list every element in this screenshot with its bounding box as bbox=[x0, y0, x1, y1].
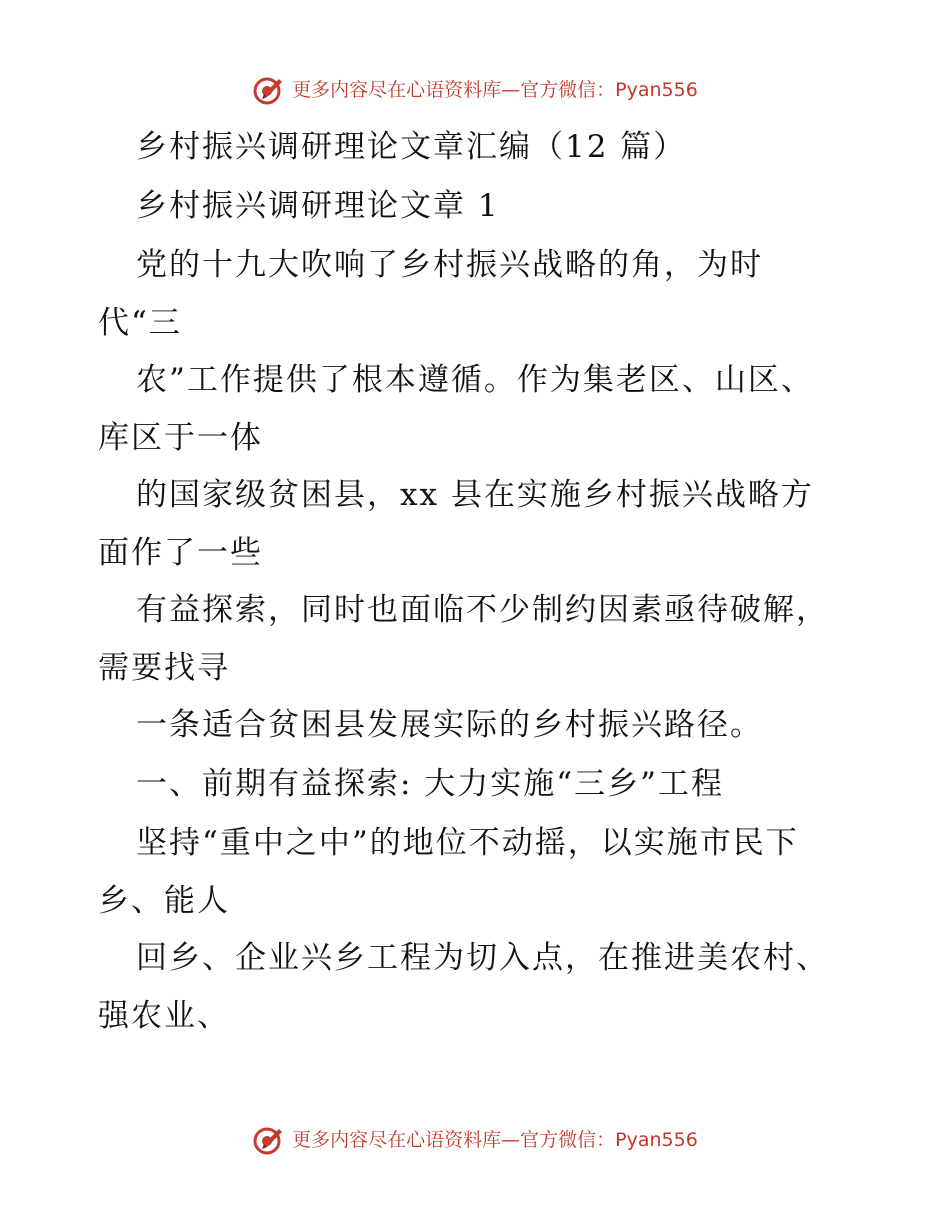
section-title: 乡村振兴调研理论文章 1 bbox=[136, 188, 500, 224]
paragraph-line: 代“三 bbox=[98, 305, 182, 341]
paragraph-line: 农”工作提供了根本遵循。作为集老区、山区、 bbox=[136, 362, 814, 398]
seal-pen-icon bbox=[252, 1124, 284, 1156]
paragraph-line: 的国家级贫困县，xx 县在实施乡村振兴战略方 bbox=[136, 477, 814, 513]
watermark-header bbox=[0, 70, 950, 110]
paragraph-line: 需要找寻 bbox=[98, 650, 230, 686]
watermark-text: 更多内容尽在心语资料库—官方微信：Pyan556 bbox=[292, 1128, 698, 1151]
seal-pen-icon bbox=[252, 74, 284, 106]
paragraph-line: 有益探索，同时也面临不少制约因素亟待破解， bbox=[136, 592, 829, 628]
document-body bbox=[98, 118, 858, 1044]
watermark-text: 更多内容尽在心语资料库—官方微信：Pyan556 bbox=[292, 78, 698, 101]
paragraph-line: 面作了一些 bbox=[98, 535, 263, 571]
paragraph-line: 库区于一体 bbox=[98, 420, 263, 456]
paragraph-line: 回乡、企业兴乡工程为切入点，在推进美农村、 bbox=[136, 940, 829, 976]
paragraph-line: 党的十九大吹响了乡村振兴战略的角，为时 bbox=[136, 247, 763, 283]
paragraph-line: 一条适合贫困县发展实际的乡村振兴路径。 bbox=[136, 707, 763, 743]
document-title: 乡村振兴调研理论文章汇编（12 篇） bbox=[136, 129, 687, 165]
paragraph-line: 乡、能人 bbox=[98, 883, 230, 919]
section-heading: 一、前期有益探索: 大力实施“三乡”工程 bbox=[136, 766, 724, 802]
watermark-footer bbox=[0, 1120, 950, 1160]
paragraph-line: 强农业、 bbox=[98, 998, 230, 1034]
paragraph-line: 坚持“重中之中”的地位不动摇，以实施市民下 bbox=[136, 825, 799, 861]
